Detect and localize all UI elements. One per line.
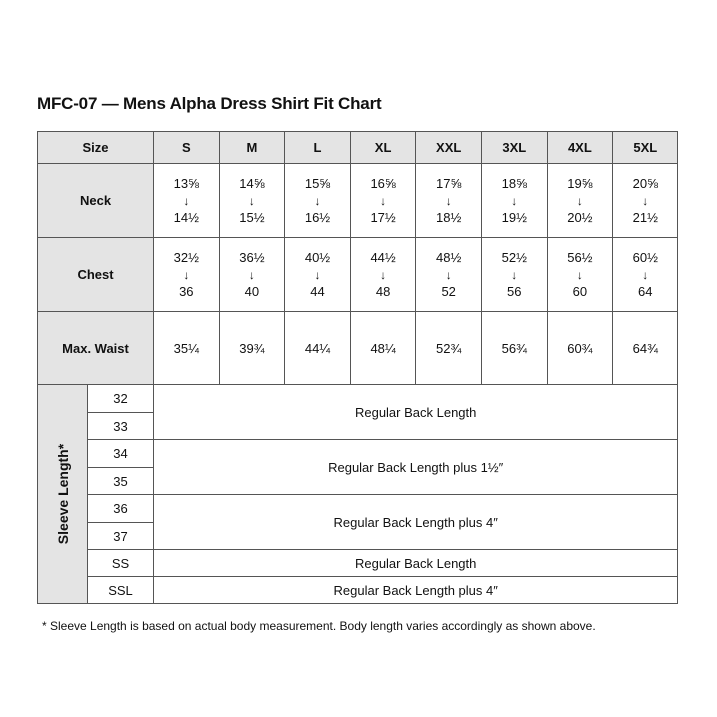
- down-arrow-icon: ↓: [248, 193, 255, 208]
- sleeve-row: [38, 550, 678, 577]
- size-header-s: S: [154, 132, 220, 164]
- sleeve-size: 37: [88, 523, 154, 550]
- chest-row: [38, 238, 678, 312]
- neck-cell: 16⅝ ↓ 17½: [350, 164, 416, 238]
- chest-cell: 56½ ↓ 60: [547, 238, 613, 312]
- chart-title: MFC-07 — Mens Alpha Dress Shirt Fit Chart: [37, 94, 382, 113]
- sleeve-group-text: Regular Back Length plus 4″: [154, 495, 678, 550]
- down-arrow-icon: ↓: [314, 193, 321, 208]
- sleeve-size: 36: [88, 495, 154, 523]
- size-header-label: Size: [38, 132, 154, 164]
- waist-cell: 48¼: [350, 312, 416, 385]
- down-arrow-icon: ↓: [576, 267, 583, 282]
- down-arrow-icon: ↓: [445, 267, 452, 282]
- fit-chart-table: [37, 131, 678, 604]
- chest-cell: 36½ ↓ 40: [219, 238, 285, 312]
- sleeve-group-text: Regular Back Length plus 4″: [154, 577, 678, 604]
- down-arrow-icon: ↓: [511, 193, 518, 208]
- size-header-xxl: XXL: [416, 132, 482, 164]
- chest-cell: 44½ ↓ 48: [350, 238, 416, 312]
- waist-cell: 44¼: [285, 312, 351, 385]
- sleeve-group-text: Regular Back Length plus 1½″: [154, 440, 678, 495]
- down-arrow-icon: ↓: [445, 193, 452, 208]
- size-header-l: L: [285, 132, 351, 164]
- neck-cell: 13⅝ ↓ 14½: [154, 164, 220, 238]
- sleeve-size: 35: [88, 468, 154, 495]
- sleeve-size: SS: [88, 550, 154, 577]
- neck-cell: 18⅝ ↓ 19½: [481, 164, 547, 238]
- neck-cell: 14⅝ ↓ 15½: [219, 164, 285, 238]
- size-header-m: M: [219, 132, 285, 164]
- size-header-row: [38, 132, 678, 164]
- neck-cell: 17⅝ ↓ 18½: [416, 164, 482, 238]
- footnote: * Sleeve Length is based on actual body measurement. Body length varies accordingly as shown above.: [42, 619, 596, 633]
- waist-cell: 39¾: [219, 312, 285, 385]
- waist-cell: 60¾: [547, 312, 613, 385]
- waist-label: Max. Waist: [38, 312, 154, 385]
- chest-cell: 60½ ↓ 64: [613, 238, 678, 312]
- sleeve-row: [38, 577, 678, 604]
- waist-cell: 52¾: [416, 312, 482, 385]
- size-header-xl: XL: [350, 132, 416, 164]
- chest-label: Chest: [38, 238, 154, 312]
- chest-cell: 52½ ↓ 56: [481, 238, 547, 312]
- waist-cell: 64¾: [613, 312, 678, 385]
- sleeve-length-label: Sleeve Length*: [38, 385, 88, 604]
- down-arrow-icon: ↓: [183, 193, 190, 208]
- chest-cell: 48½ ↓ 52: [416, 238, 482, 312]
- sleeve-row: [38, 440, 678, 468]
- down-arrow-icon: ↓: [248, 267, 255, 282]
- sleeve-size: 33: [88, 413, 154, 440]
- down-arrow-icon: ↓: [380, 193, 387, 208]
- down-arrow-icon: ↓: [511, 267, 518, 282]
- down-arrow-icon: ↓: [314, 267, 321, 282]
- sleeve-row: [38, 495, 678, 523]
- down-arrow-icon: ↓: [380, 267, 387, 282]
- sleeve-size: 32: [88, 385, 154, 413]
- sleeve-row: [38, 385, 678, 413]
- size-header-4xl: 4XL: [547, 132, 613, 164]
- down-arrow-icon: ↓: [576, 193, 583, 208]
- sleeve-group-text: Regular Back Length: [154, 385, 678, 440]
- neck-cell: 15⅝ ↓ 16½: [285, 164, 351, 238]
- waist-cell: 35¼: [154, 312, 220, 385]
- sleeve-size: SSL: [88, 577, 154, 604]
- chest-cell: 40½ ↓ 44: [285, 238, 351, 312]
- sleeve-size: 34: [88, 440, 154, 468]
- down-arrow-icon: ↓: [183, 267, 190, 282]
- size-header-5xl: 5XL: [613, 132, 678, 164]
- down-arrow-icon: ↓: [642, 193, 649, 208]
- waist-cell: 56¾: [481, 312, 547, 385]
- neck-cell: 20⅝ ↓ 21½: [613, 164, 678, 238]
- chest-cell: 32½ ↓ 36: [154, 238, 220, 312]
- neck-label: Neck: [38, 164, 154, 238]
- neck-row: [38, 164, 678, 238]
- sleeve-group-text: Regular Back Length: [154, 550, 678, 577]
- size-header-3xl: 3XL: [481, 132, 547, 164]
- neck-cell: 19⅝ ↓ 20½: [547, 164, 613, 238]
- down-arrow-icon: ↓: [642, 267, 649, 282]
- waist-row: [38, 312, 678, 385]
